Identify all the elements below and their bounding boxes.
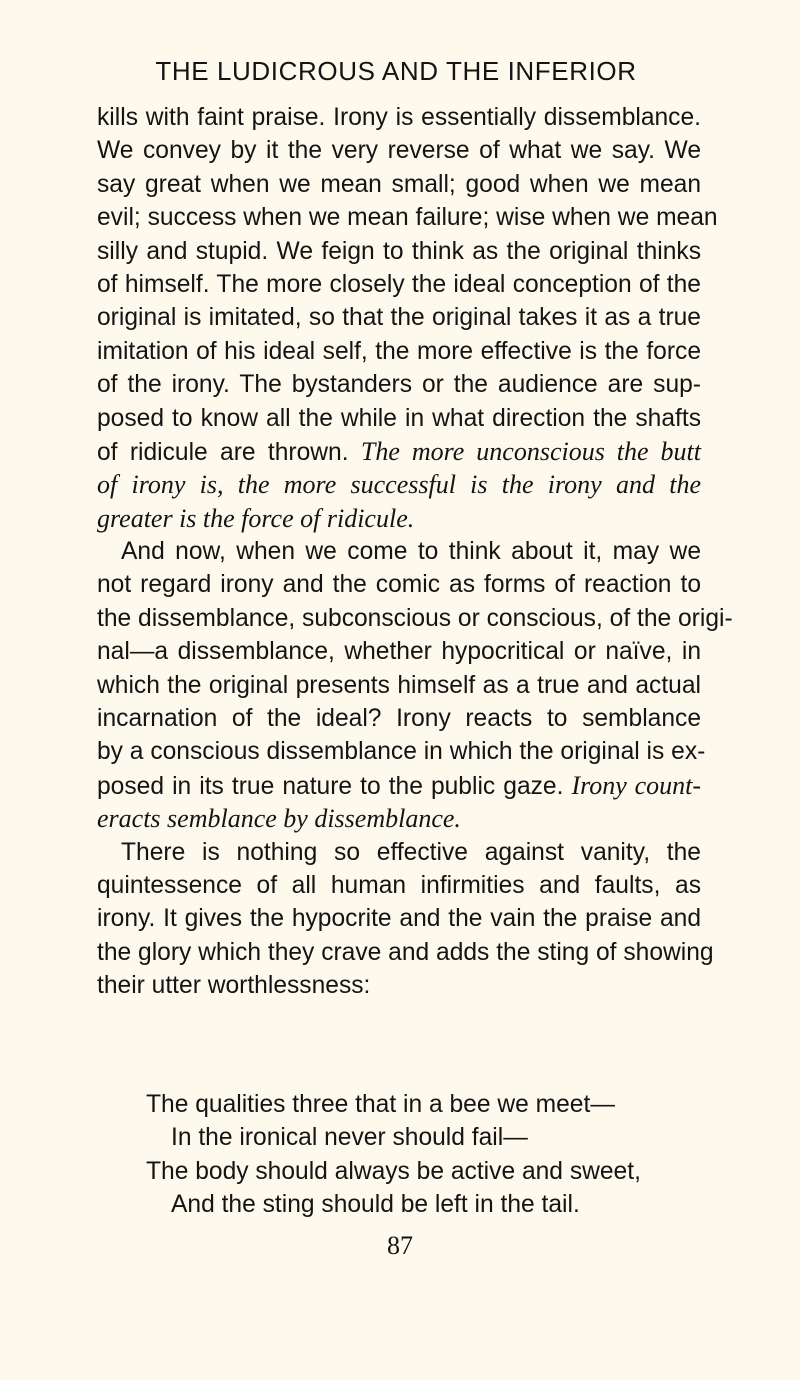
text-line: posed to know all the while in what direction the shafts — [97, 404, 701, 432]
text-line: irony. It gives the hypocrite and the vain the praise and — [97, 905, 701, 933]
text-line: incarnation of the ideal? Irony reacts to semblance — [97, 705, 701, 733]
text-line: which the original presents himself as a true and actual — [97, 671, 701, 699]
verse-line: The qualities three that in a bee we meet— — [146, 1091, 615, 1118]
text-line: quintessence of all human infirmities and faults, as — [97, 871, 701, 899]
verse-quotation — [146, 1088, 706, 1222]
text-line: of the irony. The bystanders or the audience are sup- — [97, 371, 701, 399]
verse-line: And the sting should be left in the tail. — [171, 1191, 580, 1219]
running-head: THE LUDICROUS AND THE INFERIOR — [155, 56, 637, 86]
verse-line: In the ironical never should fail— — [171, 1124, 528, 1152]
italic-line: eracts semblance by dissemblance. — [97, 804, 461, 834]
text-line: There is nothing so effective against vanity, the — [121, 838, 701, 866]
text-line: not regard irony and the comic as forms of reaction to — [97, 571, 701, 599]
text-line: of himself. The more closely the ideal conception of the — [97, 270, 701, 298]
italic-line: of irony is, the more successful is the irony and the — [97, 470, 701, 500]
text-line: imitation of his ideal self, the more effective is the force — [97, 337, 701, 365]
text-line: evil; success when we mean failure; wise when we mean — [97, 204, 718, 232]
text-line: silly and stupid. We feign to think as the original thinks — [97, 237, 701, 265]
text-line: kills with faint praise. Irony is essentially dissemblance. — [97, 104, 701, 131]
page-number: 87 — [387, 1231, 413, 1260]
text-line: We convey by it the very reverse of what we say. We — [97, 137, 701, 165]
text-line: the dissemblance, subconscious or conscious, of the origi- — [97, 604, 733, 632]
text-line: original is imitated, so that the original takes it as a true — [97, 304, 701, 332]
verse-line: The body should always be active and sweet, — [146, 1157, 641, 1185]
text-line: posed in its true nature to the public gaze. Irony count- — [97, 770, 701, 800]
italic-line: greater is the force of ridicule. — [97, 503, 415, 533]
text-line: by a conscious dissemblance in which the original is ex- — [97, 738, 706, 766]
body-text — [97, 101, 733, 1003]
text-line: the glory which they crave and adds the sting of showing — [97, 938, 714, 966]
italic-emphasis: Irony count- — [571, 770, 701, 800]
text-line: of ridicule are thrown. The more unconscious the butt — [97, 436, 701, 466]
italic-emphasis: The more unconscious the butt — [360, 436, 701, 466]
text-line: nal—a dissemblance, whether hypocritical or naïve, in — [97, 638, 701, 666]
text-line: their utter worthlessness: — [97, 972, 371, 1000]
text-line: say great when we mean small; good when we mean — [97, 170, 701, 198]
text-line: And now, when we come to think about it, may we — [121, 538, 701, 566]
